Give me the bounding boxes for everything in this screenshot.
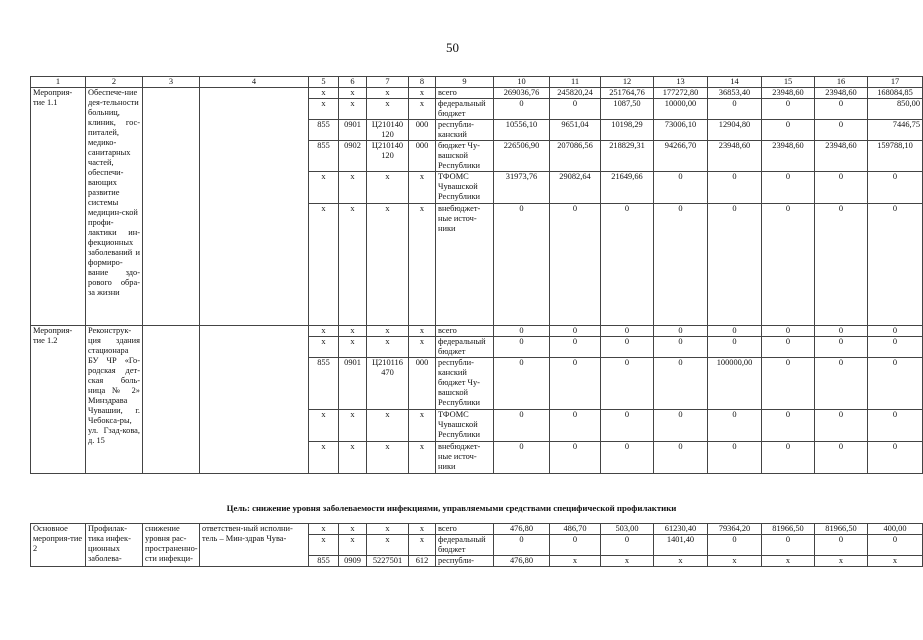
activity-executor: ответствен-ный исполни-тель – Мин-здрав Чува- [200, 524, 309, 567]
cell: 476,80 [494, 524, 550, 535]
cell: x [409, 172, 436, 204]
cell: 0 [708, 337, 762, 358]
table-row [31, 524, 923, 535]
cell: x [309, 88, 339, 99]
cell: x [339, 99, 367, 120]
cell: 7446,75 [868, 120, 923, 141]
cell: 400,00 [868, 524, 923, 535]
cell: 0 [494, 442, 550, 474]
col-header: 9 [436, 77, 494, 88]
cell-empty [200, 326, 309, 474]
cell-empty [143, 88, 200, 326]
cell: 0 [815, 442, 868, 474]
budget-table-lower [30, 523, 923, 567]
cell: 9651,04 [550, 120, 601, 141]
col-header: 10 [494, 77, 550, 88]
cell: 855 [309, 556, 339, 567]
cell: 0 [762, 358, 815, 410]
cell: 31973,76 [494, 172, 550, 204]
cell: 218829,31 [601, 141, 654, 172]
cell: x [409, 524, 436, 535]
cell: всего [436, 524, 494, 535]
cell: x [309, 524, 339, 535]
budget-table-upper [30, 76, 923, 474]
activity-name: Профилак-тика инфек-ционных заболева- [86, 524, 143, 567]
cell: 0 [494, 326, 550, 337]
cell: x [309, 204, 339, 326]
cell: федеральный бюджет [436, 99, 494, 120]
cell: 0 [815, 99, 868, 120]
cell: 612 [409, 556, 436, 567]
cell: x [339, 172, 367, 204]
cell: 476,80 [494, 556, 550, 567]
cell: внебюджет-ные источ-ники [436, 442, 494, 474]
cell: 0 [550, 326, 601, 337]
cell: ТФОМС Чувашской Республики [436, 410, 494, 442]
col-header: 5 [309, 77, 339, 88]
cell: 503,00 [601, 524, 654, 535]
activity-name: Обеспече-ние дея-тельности больниц, клиник, гос-питалей, медико-санитарных частей, обеспечи-вающих развитие системы медицин-ской профи-лактики ин-фекционных заболеваний и формиро-вание здо-рового обра-за жизни [86, 88, 143, 326]
page-number: 50 [446, 40, 459, 55]
cell: x [409, 410, 436, 442]
col-header: 17 [868, 77, 923, 88]
cell: 0 [494, 410, 550, 442]
cell: x [409, 535, 436, 556]
cell: 0 [494, 358, 550, 410]
cell: x [309, 337, 339, 358]
cell: 0 [550, 535, 601, 556]
cell: 0 [654, 326, 708, 337]
cell: 0 [868, 442, 923, 474]
cell: 000 [409, 141, 436, 172]
cell: 0 [762, 204, 815, 326]
cell: 0 [601, 326, 654, 337]
cell: x [409, 88, 436, 99]
col-header: 16 [815, 77, 868, 88]
cell: 81966,50 [815, 524, 868, 535]
cell: x [309, 442, 339, 474]
cell: 0 [762, 99, 815, 120]
cell: 0902 [339, 141, 367, 172]
col-header: 3 [143, 77, 200, 88]
cell: 0 [550, 99, 601, 120]
cell: 0 [762, 337, 815, 358]
cell: x [409, 99, 436, 120]
cell: 0 [708, 172, 762, 204]
cell: 168084,85 [868, 88, 923, 99]
cell: 0 [762, 172, 815, 204]
cell: 61230,40 [654, 524, 708, 535]
cell: x [367, 535, 409, 556]
cell-empty [143, 326, 200, 474]
cell: 0 [654, 172, 708, 204]
cell: Ц210140 120 [367, 120, 409, 141]
cell: 0 [708, 410, 762, 442]
table-row [31, 88, 923, 99]
cell: 0 [654, 358, 708, 410]
cell: 81966,50 [762, 524, 815, 535]
cell: 177272,80 [654, 88, 708, 99]
cell: 486,70 [550, 524, 601, 535]
cell: x [339, 524, 367, 535]
cell: 0 [494, 204, 550, 326]
cell: 0901 [339, 358, 367, 410]
cell: x [339, 337, 367, 358]
cell: 100000,00 [708, 358, 762, 410]
cell: 159788,10 [868, 141, 923, 172]
col-header: 4 [200, 77, 309, 88]
cell: x [708, 556, 762, 567]
cell: 0 [815, 337, 868, 358]
cell: 0 [815, 410, 868, 442]
cell: 23948,60 [762, 88, 815, 99]
cell: 855 [309, 358, 339, 410]
cell: x [550, 556, 601, 567]
cell: x [367, 172, 409, 204]
cell: 36853,40 [708, 88, 762, 99]
cell: 0 [708, 442, 762, 474]
cell: x [409, 204, 436, 326]
cell: x [309, 410, 339, 442]
cell: x [409, 326, 436, 337]
cell: x [367, 326, 409, 337]
goal-heading: Цель: снижение уровня заболеваемости инфекциями, управляемыми средствами специфической профилактики [226, 503, 677, 513]
cell: 73006,10 [654, 120, 708, 141]
cell: 0909 [339, 556, 367, 567]
cell: 000 [409, 358, 436, 410]
cell: x [339, 326, 367, 337]
cell: республи-канский [436, 120, 494, 141]
cell: внебюджет-ные источ-ники [436, 204, 494, 326]
cell: x [339, 442, 367, 474]
cell: 0 [815, 326, 868, 337]
cell: x [367, 337, 409, 358]
cell: 0 [601, 410, 654, 442]
cell: всего [436, 88, 494, 99]
cell: x [367, 524, 409, 535]
col-header: 7 [367, 77, 409, 88]
header-row [31, 77, 923, 88]
cell: 0 [654, 337, 708, 358]
cell: x [367, 410, 409, 442]
cell: республи- [436, 556, 494, 567]
activity-id: Мероприя-тие 1.2 [31, 326, 86, 474]
cell: 0 [868, 535, 923, 556]
cell: 0 [654, 410, 708, 442]
activity-id: Мероприя-тие 1.1 [31, 88, 86, 326]
cell: федеральный бюджет [436, 535, 494, 556]
cell: 0 [601, 358, 654, 410]
cell: x [868, 556, 923, 567]
cell: 79364,20 [708, 524, 762, 535]
cell: 0 [601, 204, 654, 326]
cell: 0901 [339, 120, 367, 141]
cell: x [367, 204, 409, 326]
cell: 0 [762, 535, 815, 556]
cell: x [339, 204, 367, 326]
cell: 0 [868, 337, 923, 358]
cell: 10198,29 [601, 120, 654, 141]
cell: x [409, 337, 436, 358]
cell: 0 [815, 204, 868, 326]
cell: 000 [409, 120, 436, 141]
cell: 0 [708, 99, 762, 120]
cell: 0 [601, 535, 654, 556]
activity-id: Основное мероприя-тие 2 [31, 524, 86, 567]
cell: 0 [868, 410, 923, 442]
cell: 0 [601, 337, 654, 358]
cell: 23948,60 [815, 88, 868, 99]
cell: 0 [762, 326, 815, 337]
cell: 245820,24 [550, 88, 601, 99]
cell: 0 [868, 326, 923, 337]
cell: x [339, 535, 367, 556]
cell: x [309, 172, 339, 204]
cell: x [367, 88, 409, 99]
cell: всего [436, 326, 494, 337]
col-header: 11 [550, 77, 601, 88]
col-header: 12 [601, 77, 654, 88]
cell: 269036,76 [494, 88, 550, 99]
cell: x [339, 88, 367, 99]
cell-empty [200, 88, 309, 326]
cell: x [601, 556, 654, 567]
cell: 21649,66 [601, 172, 654, 204]
cell: 29082,64 [550, 172, 601, 204]
cell: 0 [815, 358, 868, 410]
cell: Ц210116 470 [367, 358, 409, 410]
col-header: 13 [654, 77, 708, 88]
table-row [31, 326, 923, 337]
cell: 0 [494, 337, 550, 358]
cell: 0 [550, 204, 601, 326]
cell: 1087,50 [601, 99, 654, 120]
cell: 23948,60 [815, 141, 868, 172]
cell: Ц210140 120 [367, 141, 409, 172]
cell: 0 [762, 410, 815, 442]
cell: 0 [494, 535, 550, 556]
cell: x [409, 442, 436, 474]
cell: 1401,40 [654, 535, 708, 556]
cell: федеральный бюджет [436, 337, 494, 358]
cell: 207086,56 [550, 141, 601, 172]
cell: 0 [762, 120, 815, 141]
cell: x [339, 410, 367, 442]
cell: x [309, 326, 339, 337]
cell: 251764,76 [601, 88, 654, 99]
cell: 0 [654, 442, 708, 474]
cell: 850,00 [868, 99, 923, 120]
cell: x [815, 556, 868, 567]
cell: 10556,10 [494, 120, 550, 141]
cell: 0 [868, 358, 923, 410]
cell: 0 [868, 172, 923, 204]
cell: 0 [601, 442, 654, 474]
col-header: 2 [86, 77, 143, 88]
cell: 0 [550, 358, 601, 410]
cell: 23948,60 [762, 141, 815, 172]
cell: 12904,80 [708, 120, 762, 141]
col-header: 8 [409, 77, 436, 88]
col-header: 6 [339, 77, 367, 88]
col-header: 15 [762, 77, 815, 88]
cell: 0 [708, 204, 762, 326]
cell: 0 [868, 204, 923, 326]
cell: 0 [550, 442, 601, 474]
cell: 0 [654, 204, 708, 326]
cell: 226506,90 [494, 141, 550, 172]
cell: бюджет Чу-вашской Республики [436, 141, 494, 172]
cell: 0 [550, 410, 601, 442]
cell: 0 [815, 535, 868, 556]
col-header: 1 [31, 77, 86, 88]
col-header: 14 [708, 77, 762, 88]
cell: x [367, 442, 409, 474]
cell: 0 [708, 326, 762, 337]
cell: x [309, 99, 339, 120]
activity-name: Реконструк-ция здания стационара БУ ЧР «Го-родская дет-ская боль-ница № 2» Минздрава Чувашии, г. Чебокса-ры, ул. Гзад-кова, д. 15 [86, 326, 143, 474]
cell: республи-канский бюджет Чу-вашской Республики [436, 358, 494, 410]
cell: 0 [550, 337, 601, 358]
cell: ТФОМС Чувашской Республики [436, 172, 494, 204]
cell: 0 [815, 172, 868, 204]
cell: 23948,60 [708, 141, 762, 172]
cell: 0 [815, 120, 868, 141]
cell: 10000,00 [654, 99, 708, 120]
cell: 5227501 [367, 556, 409, 567]
cell: x [309, 535, 339, 556]
cell: 94266,70 [654, 141, 708, 172]
cell: 855 [309, 141, 339, 172]
cell: 0 [708, 535, 762, 556]
cell: x [654, 556, 708, 567]
activity-goal: снижение уровня рас-пространенно-сти инфекци- [143, 524, 200, 567]
cell: x [367, 99, 409, 120]
cell: 0 [494, 99, 550, 120]
cell: 0 [762, 442, 815, 474]
cell: x [762, 556, 815, 567]
cell: 855 [309, 120, 339, 141]
